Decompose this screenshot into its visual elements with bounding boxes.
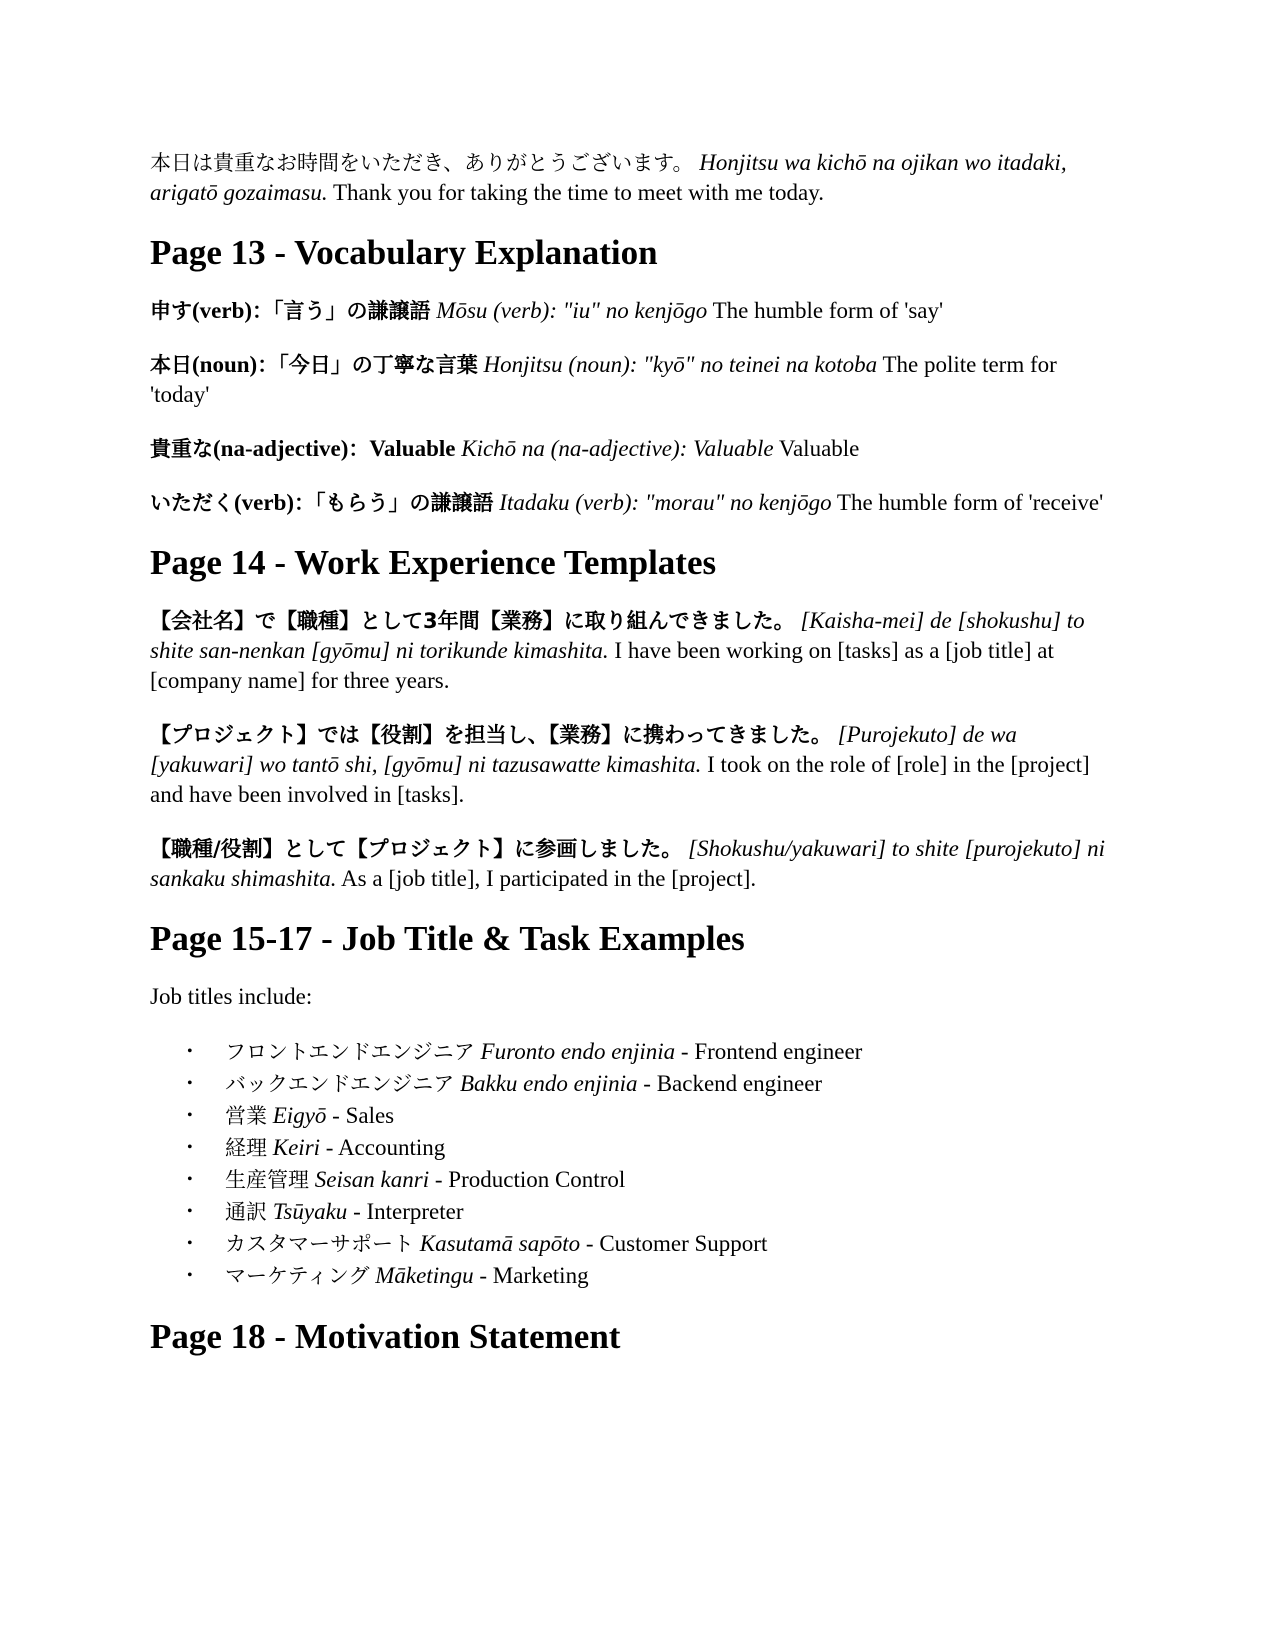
job-dash: - <box>325 1135 334 1160</box>
vocab-en: The humble form of 'receive' <box>836 490 1104 515</box>
vocab-en: The polite term for 'today' <box>150 352 1057 407</box>
bullet-icon: • <box>187 1235 193 1252</box>
job-dash: - <box>585 1231 594 1256</box>
job-romaji: Tsūyaku <box>272 1199 348 1224</box>
job-en: Customer Support <box>599 1231 768 1256</box>
work-jp: 【会社名】で【職種】として3年間【業務】に取り組んできました。 <box>150 609 795 633</box>
vocab-sep: ： <box>257 353 279 377</box>
work-jp: 【職種/役割】として【プロジェクト】に参画しました。 <box>150 837 683 861</box>
job-romaji: Keiri <box>272 1135 321 1160</box>
job-jp: フロントエンドエンジニア <box>225 1040 475 1064</box>
work-romaji: [Kaisha-mei] de [shokushu] to shite san-nenkan [gyōmu] ni torikunde kimashita. <box>150 608 1085 663</box>
vocab-en: The humble form of 'say' <box>712 298 944 323</box>
job-dash: - <box>643 1071 651 1096</box>
vocab-sep: ： <box>294 491 316 515</box>
vocab-term-pos: (verb) <box>192 298 253 323</box>
job-en: Production Control <box>448 1167 626 1192</box>
list-item <box>187 1068 1115 1100</box>
vocab-item <box>150 488 1115 518</box>
work-en: As a [job title], I participated in the [project]. <box>341 866 757 891</box>
vocab-item <box>150 296 1115 326</box>
job-dash: - <box>434 1167 443 1192</box>
job-jp: 生産管理 <box>225 1168 309 1192</box>
list-item <box>187 1100 1115 1132</box>
intro-jp: 本日は貴重なお時間をいただき、ありがとうございます。 <box>150 151 694 175</box>
list-item <box>187 1196 1115 1228</box>
vocab-item <box>150 350 1115 410</box>
job-jp: 通訳 <box>225 1200 267 1224</box>
vocab-term-pos: (verb) <box>234 490 295 515</box>
vocab-heading: Page 13 - Vocabulary Explanation <box>150 233 658 272</box>
job-en: Backend engineer <box>656 1071 823 1096</box>
bullet-icon: • <box>187 1139 193 1156</box>
intro-paragraph <box>150 148 1115 208</box>
work-romaji: [Shokushu/yakuwari] to shite [purojekuto] ni sankaku shimashita. <box>150 836 1105 891</box>
work-template <box>150 834 1115 894</box>
vocab-term-jp: 本日 <box>150 353 192 377</box>
jobs-heading: Page 15-17 - Job Title & Task Examples <box>150 919 745 958</box>
job-jp: 経理 <box>225 1136 267 1160</box>
list-item <box>187 1036 1115 1068</box>
vocab-term-jp: 申す <box>150 299 192 323</box>
job-romaji: Furonto endo enjinia <box>480 1039 676 1064</box>
vocab-romaji: Kichō na (na-adjective): Valuable <box>461 436 774 461</box>
job-jp: 営業 <box>225 1104 267 1128</box>
job-romaji: Seisan kanri <box>314 1167 430 1192</box>
job-en: Sales <box>345 1103 395 1128</box>
work-heading: Page 14 - Work Experience Templates <box>150 543 717 582</box>
bullet-icon: • <box>187 1107 193 1124</box>
document-page <box>150 148 1115 1380</box>
job-dash: - <box>479 1263 488 1288</box>
vocab-romaji: Mōsu (verb): "iu" no kenjōgo <box>436 298 708 323</box>
job-en: Accounting <box>337 1135 446 1160</box>
work-template <box>150 720 1115 810</box>
intro-romaji: Honjitsu wa kichō na ojikan wo itadaki, arigatō gozaimasu. <box>150 150 1067 205</box>
job-jp: カスタマーサポート <box>225 1232 414 1256</box>
job-romaji: Kasutamā sapōto <box>419 1231 581 1256</box>
vocab-item <box>150 434 1115 464</box>
vocab-romaji: Itadaku (verb): "morau" no kenjōgo <box>499 490 832 515</box>
bullet-icon: • <box>187 1075 193 1092</box>
vocab-term-pos: (na-adjective) <box>213 436 349 461</box>
bullet-icon: • <box>187 1171 193 1188</box>
work-romaji: [Purojekuto] de wa [yakuwari] wo tantō shi, [gyōmu] ni tazusawatte kimashita. <box>150 722 1017 777</box>
vocab-en: Valuable <box>778 436 860 461</box>
vocab-def-jp: 「今日」の丁寧な言葉 <box>278 353 478 377</box>
job-jp: マーケティング <box>225 1264 370 1288</box>
list-item <box>187 1260 1115 1292</box>
job-romaji: Māketingu <box>375 1263 474 1288</box>
work-jp: 【プロジェクト】では【役割】を担当し、【業務】に携わってきました。 <box>150 723 832 747</box>
jobs-intro: Job titles include: <box>150 984 313 1009</box>
motivation-heading: Page 18 - Motivation Statement <box>150 1317 621 1356</box>
bullet-icon: • <box>187 1267 193 1284</box>
vocab-romaji: Honjitsu (noun): "kyō" no teinei na kotoba <box>483 352 878 377</box>
list-item <box>187 1228 1115 1260</box>
job-dash: - <box>680 1039 689 1064</box>
vocab-sep: ： <box>252 299 274 323</box>
list-item <box>187 1132 1115 1164</box>
job-en: Interpreter <box>366 1199 464 1224</box>
job-dash: - <box>332 1103 340 1128</box>
vocab-sep: ： <box>348 437 370 461</box>
vocab-term-jp: いただく <box>150 491 234 515</box>
vocab-def-jp: Valuable <box>369 436 456 461</box>
intro-en: Thank you for taking the time to meet with me today. <box>332 180 824 205</box>
bullet-icon: • <box>187 1203 193 1220</box>
job-romaji: Bakku endo enjinia <box>459 1071 638 1096</box>
job-dash: - <box>353 1199 361 1224</box>
job-romaji: Eigyō <box>272 1103 327 1128</box>
vocab-def-jp: 「言う」の謙譲語 <box>273 299 431 323</box>
job-jp: バックエンドエンジニア <box>225 1072 455 1096</box>
job-en: Marketing <box>492 1263 589 1288</box>
job-title-list <box>150 1036 1115 1292</box>
list-item <box>187 1164 1115 1196</box>
vocab-term-pos: (noun) <box>192 352 258 377</box>
vocab-def-jp: 「もらう」の謙譲語 <box>315 491 494 515</box>
work-en: I took on the role of [role] in the [project] and have been involved in [tasks]. <box>150 752 1090 807</box>
work-template <box>150 606 1115 696</box>
job-en: Frontend engineer <box>694 1039 863 1064</box>
work-en: I have been working on [tasks] as a [job title] at [company name] for three years. <box>150 638 1054 693</box>
vocab-term-jp: 貴重な <box>150 437 213 461</box>
bullet-icon: • <box>187 1043 193 1060</box>
